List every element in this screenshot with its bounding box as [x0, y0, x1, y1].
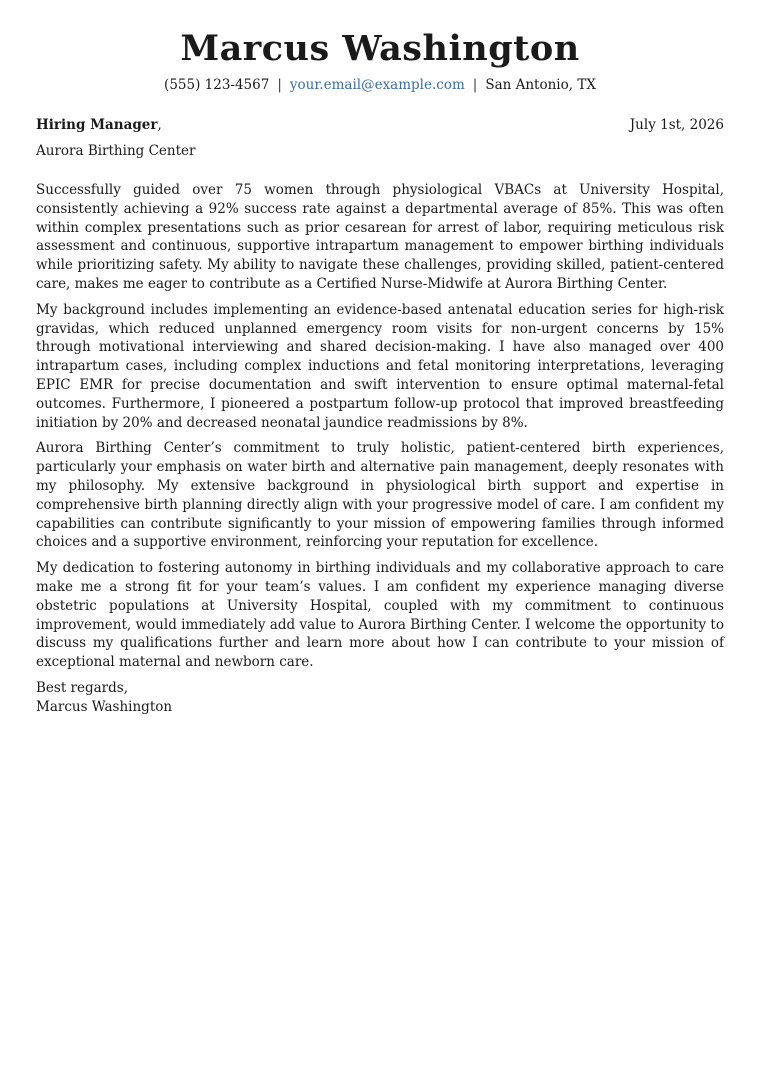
recipient-name: Hiring Manager	[36, 117, 158, 133]
email-link[interactable]: your.email@example.com	[289, 77, 465, 93]
recipient-company: Aurora Birthing Center	[36, 143, 196, 159]
recipient-line	[36, 116, 162, 134]
letter-body	[36, 181, 724, 672]
letter-date: July 1st, 2026	[629, 117, 724, 133]
cover-letter	[36, 0, 724, 717]
closing-salutation: Best regards,	[36, 679, 129, 696]
body-paragraph: My background includes implementing an evidence-based antenatal education series for high-risk gravidas, which reduced unplanned emergency room visits for non-urgent concerns by 15% through motivational interviewing and shared decision-making. I have also managed over 400 intrapartum cases, including complex inductions and fetal monitoring interpretations, leveraging EPIC EMR for precise documentation and swift intervention to ensure optimal maternal-fetal outcomes. Furthermore, I pioneered a postpartum follow-up protocol that improved breastfeeding initiation by 20% and decreased neonatal jaundice readmissions by 8%.	[36, 301, 724, 431]
contact-separator: |	[277, 77, 282, 93]
signature-name: Marcus Washington	[36, 698, 173, 715]
phone-number: (555) 123-4567	[164, 77, 270, 93]
body-paragraph: My dedication to fostering autonomy in birthing individuals and my collaborative approach to care make me a strong fit for your team’s values. I am confident my experience managing diverse obstetric populations at University Hospital, coupled with my commitment to continuous improvement, would immediately add value to Aurora Birthing Center. I welcome the opportunity to discuss my qualifications further and learn more about how I can contribute to your mission of exceptional maternal and newborn care.	[36, 560, 724, 671]
contact-separator: |	[472, 77, 478, 93]
closing-block	[36, 679, 724, 717]
contact-line	[36, 76, 724, 94]
body-paragraph: Successfully guided over 75 women through physiological VBACs at University Hospital, consistently achieving a 92% success rate against a departmental average of 85%. This was often within complex presentations such as prior cesarean for arrest of labor, requiring meticulous risk assessment and continuous, supportive intrapartum management to empower birthing individuals while prioritizing safety. My ability to navigate these challenges, providing skilled, patient-centered care, makes me eager to contribute as a Certified Nurse-Midwife at Aurora Birthing Center.	[36, 182, 724, 292]
applicant-name: Marcus Washington	[180, 28, 580, 69]
recipient-name-suffix: ,	[157, 117, 162, 133]
recipient-date-row	[36, 116, 724, 134]
location: San Antonio, TX	[485, 77, 596, 93]
body-paragraph: Aurora Birthing Center’s commitment to truly holistic, patient-centered birth experiences, particularly your emphasis on water birth and alternative pain management, deeply resonates with my philosophy. My extensive background in physiological birth support and expertise in comprehensive birth planning directly align with your progressive model of care. I am confident my capabilities can contribute significantly to your mission of empowering families through informed choices and a supportive environment, reinforcing your reputation for excellence.	[36, 440, 724, 551]
